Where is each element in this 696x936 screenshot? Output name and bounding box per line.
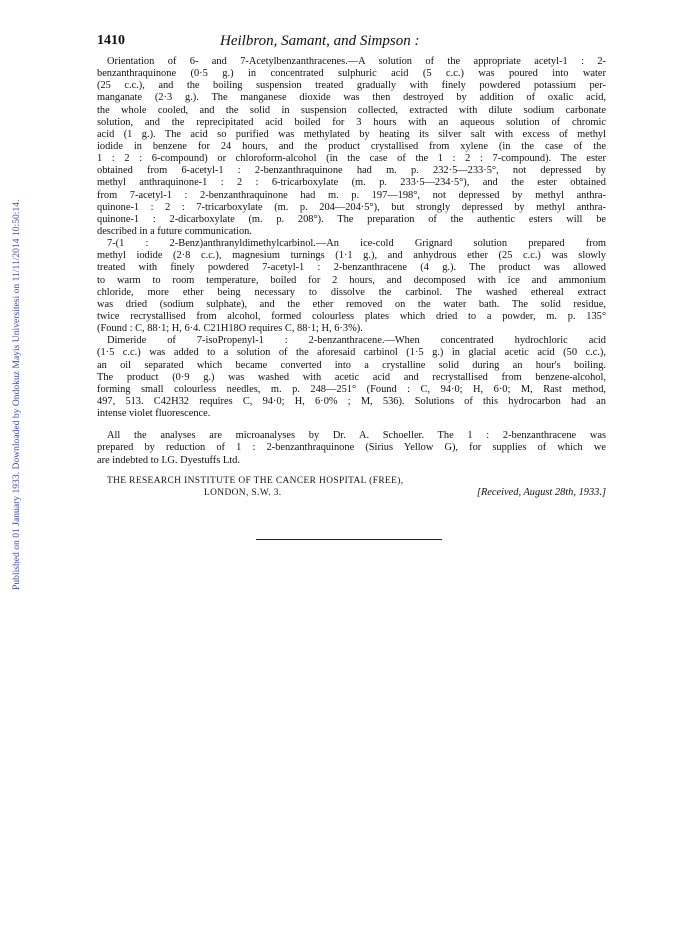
text-line: 7-(1 : 2-Benz)anthranyldimethylcarbinol.—An ice-cold Grignard solution prepared from (107, 238, 606, 250)
text-line: 1 : 2 : 6-compound) or chloroform-alcohol (in the case of the 1 : 2 : 7-compound). The ester (97, 153, 606, 165)
institute-name: THE RESEARCH INSTITUTE OF THE CANCER HOSPITAL (FREE), (107, 475, 404, 486)
text-line: forming small colourless needles, m. p. 248—251° (Found : C, 94·0; H, 6·0; M, Rast method, (97, 383, 606, 395)
text-line: to warm to room temperature, boiled for 2 hours, and decomposed with ice and ammonium (97, 274, 606, 286)
text-line: from 7-acetyl-1 : 2-benzanthraquinone had m. p. 197—198°, not depressed by methyl anthra- (97, 189, 606, 201)
text-line: Orientation of 6- and 7-Acetylbenzanthracenes.—A solution of the appropriate acetyl-1 : 2- (107, 56, 606, 67)
text-line: was dried (sodium sulphate), and the ether removed on the water bath. The solid residue, (97, 298, 606, 310)
text-line: prepared by reduction of 1 : 2-benzanthraquinone (Sirius Yellow G), for supplies of which we (97, 442, 606, 454)
text-line: acid (1 g.). The acid so purified was methylated by heating its silver salt with excess of methyl (97, 128, 606, 140)
running-head: Heilbron, Samant, and Simpson : (220, 33, 420, 49)
text-line: (Found : C, 88·1; H, 6·4. C21H18O requires C, 88·1; H, 6·3%). (97, 323, 363, 335)
text-line: intense violet fluorescence. (97, 408, 211, 420)
page-number: 1410 (97, 33, 125, 48)
text-line: quinone-1 : 2-dicarboxylate (m. p. 208°). The preparation of the authentic esters will be (97, 213, 606, 225)
publication-stamp: Published on 01 January 1933. Downloaded by Ondokuz Mayis Universitesi on 11/11/2014 10:50:14. (11, 199, 22, 590)
text-line: the whole cooled, and the solid in suspension collected, extracted with dilute sodium carbonate (97, 104, 606, 116)
text-line: treated with finely powdered 7-acetyl-1 : 2-benzanthracene (4 g.). The product was allowed (97, 262, 606, 274)
text-line: (1·5 c.c.) was added to a solution of the aforesaid carbinol (1·5 g.) in glacial acetic acid (50 c.c.), (97, 347, 606, 359)
address-line (97, 487, 606, 499)
text-line: 497, 513. C42H32 requires C, 94·0; H, 6·0% ; M, 536). Solutions of this hydrocarbon had an (97, 395, 606, 407)
text-line: obtained from 6-acetyl-1 : 2-benzanthraquinone had m. p. 232·5—233·5°, not depressed by (97, 165, 606, 177)
text-line: All the analyses are microanalyses by Dr. A. Schoeller. The 1 : 2-benzanthracene was (107, 430, 606, 442)
received-date: [Received, August 28th, 1933.] (476, 486, 606, 498)
text-line: Dimeride of 7-isoPropenyl-1 : 2-benzanthracene.—When concentrated hydrochloric acid (107, 335, 606, 347)
text-line: benzanthraquinone (0·5 g.) in concentrated sulphuric acid (5 c.c.) was poured into water (97, 68, 606, 80)
article-body (97, 56, 606, 499)
text-line: methyl anthraquinone-1 : 2 : 6-tricarboxylate (m. p. 233·5—234·5°), and the ester obtained (97, 177, 606, 189)
text-line: (25 c.c.), and the boiling suspension treated gradually with finely powdered potassium per- (97, 80, 606, 92)
text-line: chloride, more ether being necessary to dissolve the carbinol. The washed ethereal extract (97, 286, 606, 298)
text-line: iodide in benzene for 24 hours, and the product crystallised from xylene (in the case of the (97, 140, 606, 152)
text-line: solution, and the reprecipitated acid boiled for 3 hours with an aqueous solution of chromic (97, 116, 606, 128)
text-line: The product (0·9 g.) was washed with acetic acid and recrystallised from benzene-alcohol, (97, 371, 606, 383)
end-rule (256, 539, 442, 540)
text-line: twice recrystallised from alcohol, formed colourless plates which dried to a powder, m. p. 135° (97, 310, 606, 322)
text-line: an oil separated which became converted into a crystalline solid during an hour's boiling. (97, 359, 606, 371)
text-line: methyl iodide (2·8 c.c.), magnesium turnings (1·1 g.), and anhydrous ether (25 c.c.) was slowly (97, 250, 606, 262)
text-line: are indebted to I.G. Dyestuffs Ltd. (97, 454, 240, 466)
text-line: quinone-1 : 2 : 7-tricarboxylate (m. p. 204—204·5°), but strongly depressed by methyl anthra- (97, 201, 606, 213)
text-line: described in a future communication. (97, 225, 252, 237)
institute-address (97, 475, 606, 487)
text-line: manganate (2·3 g.). The manganese dioxide was then destroyed by addition of oxalic acid, (97, 92, 606, 104)
download-watermark (1, 0, 22, 936)
city: LONDON, S.W. 3. (204, 487, 282, 498)
